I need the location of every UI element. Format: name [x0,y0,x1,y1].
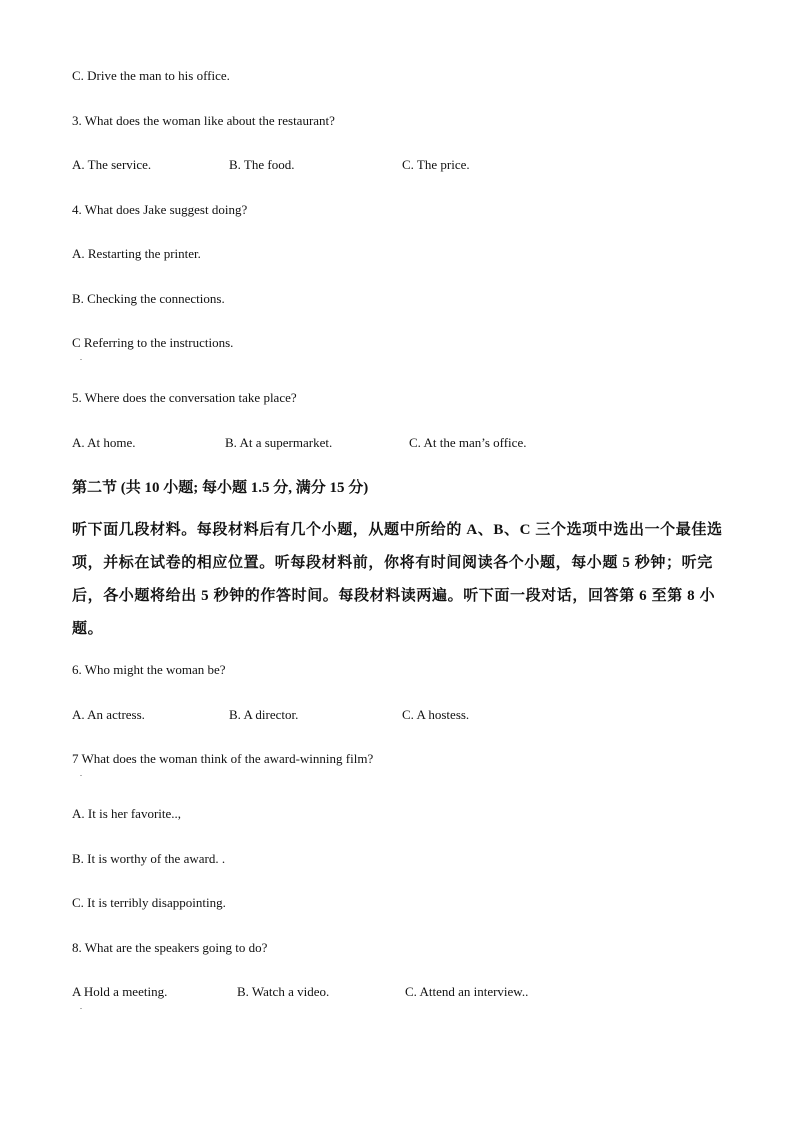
q6-option-c: C. A hostess. [402,707,470,722]
q7-question: 7 What does the woman think of the award-winning film? [72,751,374,766]
q3-question: 3. What does the woman like about the restaurant? [72,113,335,128]
q5-option-b: B. At a supermarket. [225,435,333,450]
q6-option-a: A. An actress. [72,707,145,722]
q8-question: 8. What are the speakers going to do? [72,940,268,955]
q6-option-b: B. A director. [229,707,299,722]
q5-option-c: C. At the man’s office. [409,435,527,450]
q5-question: 5. Where does the conversation take place? [72,390,297,405]
q5-option-a: A. At home. [72,435,136,450]
stray-dot-mark: . [80,353,82,362]
q8-option-c: C. Attend an interview.. [405,984,529,999]
q4-option-c: C Referring to the instructions. [72,335,234,350]
q6-question: 6. Who might the woman be? [72,662,226,677]
stray-dot-mark: . [80,769,82,778]
q4-option-b: B. Checking the connections. [72,291,225,306]
q7-option-a: A. It is her favorite.., [72,806,182,821]
q8-option-a: A Hold a meeting. [72,984,168,999]
q3-option-b: B. The food. [229,157,295,172]
q2-option-c: C. Drive the man to his office. [72,68,230,83]
q4-question: 4. What does Jake suggest doing? [72,202,248,217]
q3-option-a: A. The service. [72,157,152,172]
q3-option-c: C. The price. [402,157,470,172]
stray-dot-mark: . [80,1002,82,1011]
q4-option-a: A. Restarting the printer. [72,246,201,261]
section-heading: 第二节 (共 10 小题; 每小题 1.5 分, 满分 15 分) [72,480,369,496]
q7-option-c: C. It is terribly disappointing. [72,895,226,910]
q7-option-b: B. It is worthy of the award. . [72,851,226,866]
q8-option-b: B. Watch a video. [237,984,330,999]
section-instructions: 听下面几段材料。每段材料后有几个小题，从题中所给的 A、B、C 三个选项中选出一个最佳选项，并标在试卷的相应位置。听每段材料前，你将有时间阅读各个小题，每小题 5 秒钟；听完后，各小题将给出 5 秒钟的作答时间。每段材料读两遍。听下面一段对话，回答第 6 至第 8 小题。 [72,522,723,637]
